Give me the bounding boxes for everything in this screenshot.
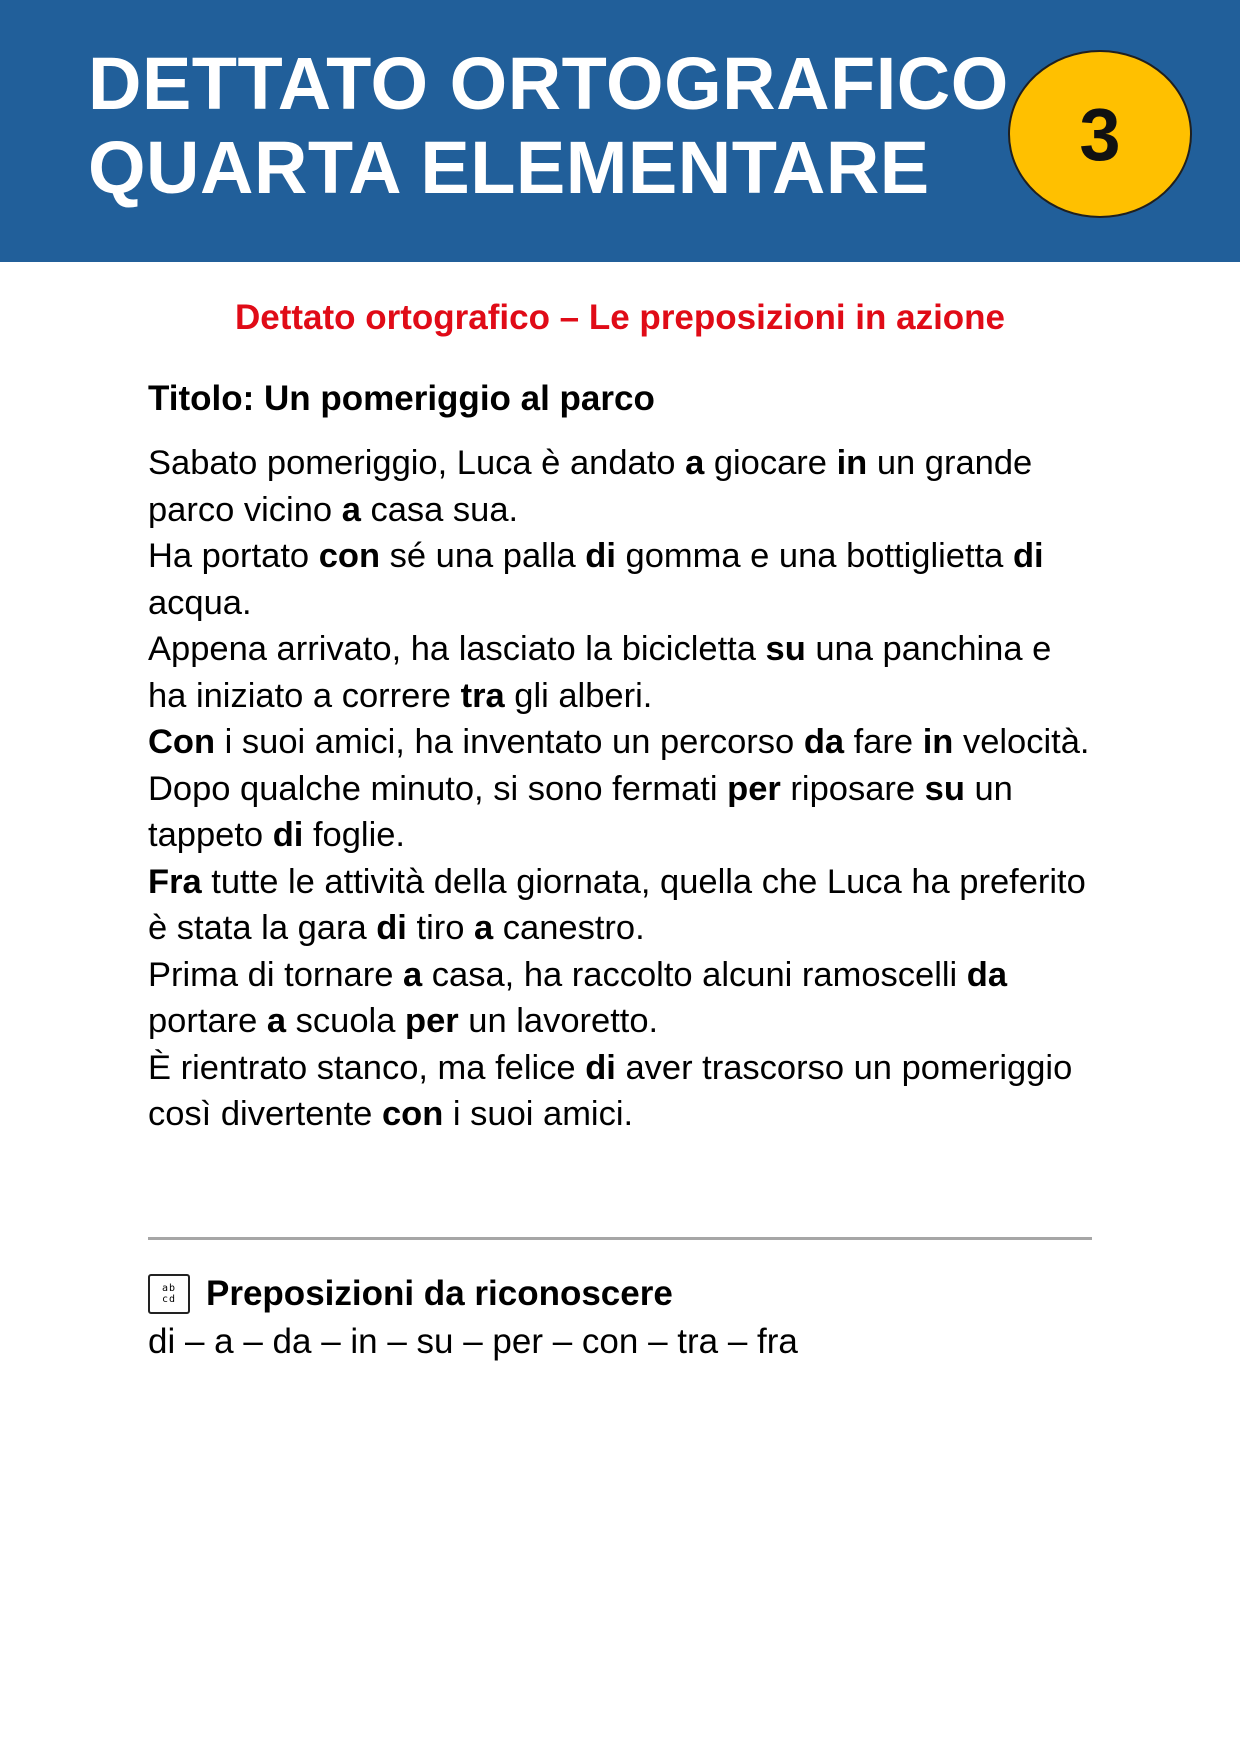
- preposition-highlight: tra: [460, 676, 505, 715]
- story-title: Titolo: Un pomeriggio al parco: [148, 379, 655, 418]
- preposition-highlight: da: [803, 723, 845, 761]
- preposition-highlight: con: [318, 537, 381, 575]
- preposition-highlight: in: [836, 444, 868, 482]
- story-text-segment: velocità.: [953, 723, 1090, 761]
- story-text-segment: sé una palla: [380, 537, 586, 575]
- preposition-highlight: a: [685, 444, 705, 482]
- preposition-highlight: Fra: [148, 862, 202, 901]
- story-text-segment: tutte le attività della giornata, quella che Luca ha preferito è stata la gara: [148, 862, 1086, 947]
- preposition-highlight: di: [585, 1048, 616, 1087]
- preposition-highlight: a: [266, 1002, 287, 1040]
- dictation-content: [148, 376, 1098, 1138]
- prepositions-heading: [148, 1270, 1098, 1318]
- abcd-icon-bottom: cd: [161, 1294, 177, 1305]
- story-paragraph: [148, 766, 1098, 859]
- story-text-segment: riposare: [780, 769, 925, 808]
- title-line-2: QUARTA ELEMENTARE: [88, 126, 930, 209]
- story-paragraph: [148, 440, 1098, 533]
- preposition-highlight: su: [924, 769, 965, 808]
- story-text-segment: scuola: [286, 1002, 405, 1040]
- story-text-segment: È rientrato stanco, ma felice: [148, 1048, 586, 1087]
- prepositions-heading-label: Preposizioni da riconoscere: [206, 1274, 673, 1313]
- story-text-segment: casa sua.: [360, 490, 519, 529]
- story-text-segment: gli alberi.: [504, 676, 653, 715]
- preposition-highlight: da: [966, 955, 1008, 994]
- preposition-highlight: con: [381, 1095, 444, 1133]
- story-text-segment: Sabato pomeriggio, Luca è andato: [148, 444, 686, 482]
- story-text-segment: un grande parco vicino: [148, 444, 1033, 529]
- story-paragraph: [148, 626, 1098, 719]
- preposition-highlight: a: [341, 490, 361, 529]
- story-text-segment: un tappeto: [148, 769, 1013, 854]
- story-paragraph: [148, 859, 1098, 952]
- story-paragraph: [148, 952, 1098, 1045]
- story-text-segment: canestro.: [493, 909, 645, 947]
- story-text-segment: una panchina e ha iniziato a correre: [148, 630, 1052, 715]
- divider: [148, 1237, 1092, 1240]
- story-text-segment: fare: [844, 723, 923, 761]
- preposition-highlight: in: [922, 723, 954, 761]
- story-text-segment: i suoi amici.: [443, 1095, 634, 1133]
- story-text-segment: un lavoretto.: [458, 1002, 659, 1040]
- preposition-highlight: a: [403, 955, 423, 994]
- story-text-segment: Prima di tornare: [148, 955, 404, 994]
- preposition-highlight: per: [727, 769, 781, 808]
- story-paragraph: [148, 1045, 1098, 1138]
- preposition-highlight: di: [1012, 537, 1044, 575]
- preposition-highlight: di: [272, 816, 304, 854]
- story-text-segment: Dopo qualche minuto, si sono fermati: [148, 769, 728, 808]
- story-text-segment: gomma e una bottiglietta: [615, 537, 1013, 575]
- page-title: [88, 42, 1009, 210]
- story-text-segment: aver trascorso un pomeriggio così divertente: [148, 1048, 1073, 1133]
- preposition-highlight: Con: [148, 723, 216, 761]
- preposition-highlight: di: [376, 909, 407, 947]
- preposition-highlight: a: [474, 909, 494, 947]
- story-text-segment: Appena arrivato, ha lasciato la bicicletta: [148, 630, 766, 668]
- abcd-icon-top: ab: [161, 1283, 177, 1294]
- story-text-segment: portare: [148, 1002, 267, 1040]
- story-text-segment: tiro: [406, 909, 475, 947]
- title-line-1: DETTATO ORTOGRAFICO: [88, 42, 1009, 125]
- abcd-icon: [148, 1274, 190, 1314]
- subtitle: Dettato ortografico – Le preposizioni in azione: [234, 298, 1006, 337]
- story-text-segment: casa, ha raccolto alcuni ramoscelli: [422, 955, 967, 994]
- preposition-highlight: su: [765, 630, 806, 668]
- story-text-segment: i suoi amici, ha inventato un percorso: [215, 723, 804, 761]
- preposition-highlight: di: [585, 537, 616, 575]
- story-text-segment: giocare: [704, 444, 837, 482]
- header-banner: [0, 0, 1240, 262]
- prepositions-list: di – a – da – in – su – per – con – tra – fra: [148, 1322, 798, 1361]
- preposition-highlight: per: [405, 1002, 459, 1040]
- story-text-segment: acqua.: [148, 583, 252, 622]
- number-badge: 3: [1008, 50, 1192, 218]
- story-paragraph: [148, 533, 1098, 626]
- story-text: [148, 440, 1098, 1138]
- prepositions-section: [148, 1270, 1098, 1366]
- story-text-segment: Ha portato: [148, 537, 319, 575]
- story-text-segment: foglie.: [303, 816, 406, 854]
- story-paragraph: [148, 719, 1098, 766]
